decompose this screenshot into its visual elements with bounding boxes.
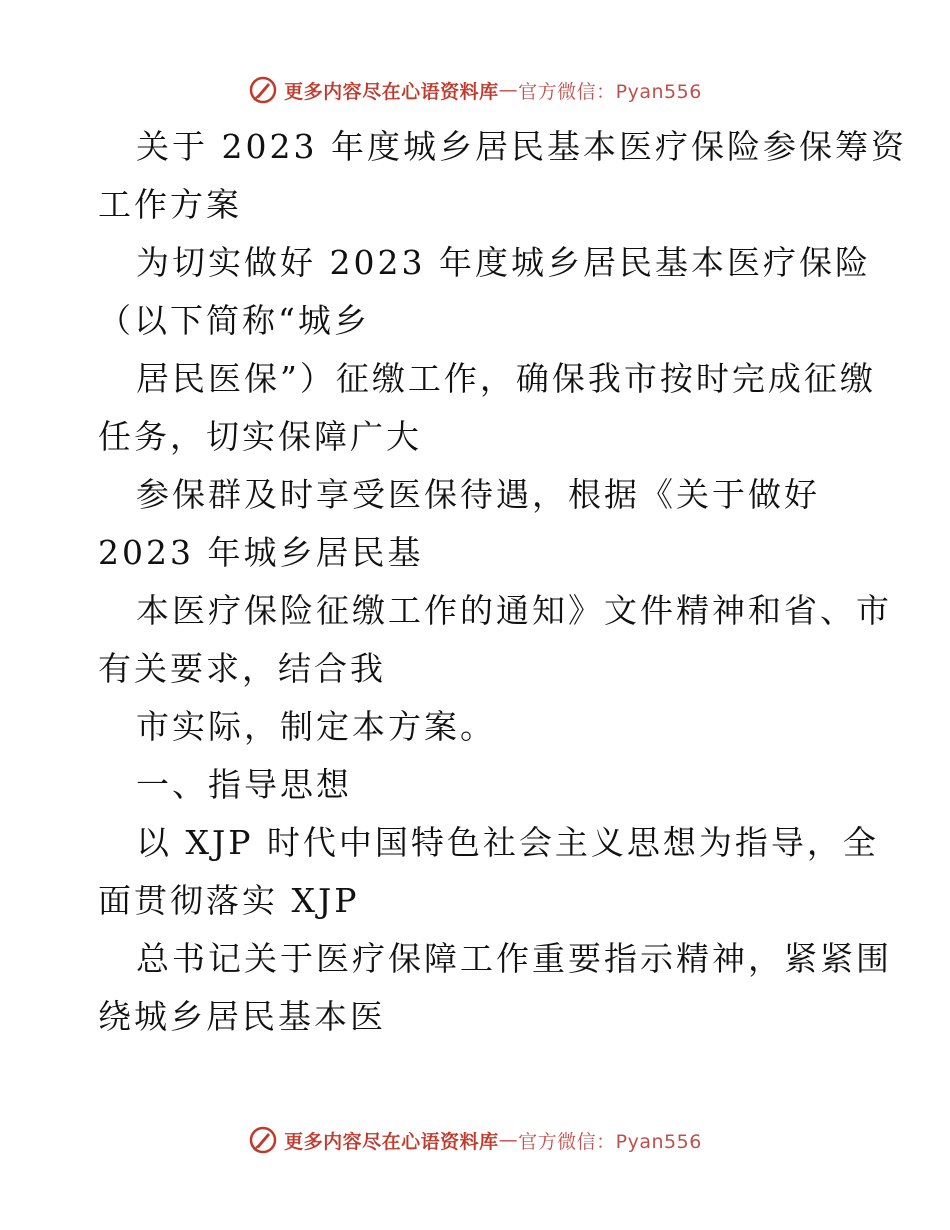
text-line: 市实际，制定本方案。 <box>136 707 496 746</box>
text-line: 关于 2023 年度城乡居民基本医疗保险参保筹资 <box>136 127 907 166</box>
watermark-contact: 官方微信：Pyan556 <box>518 1130 702 1153</box>
feather-pen-circle-icon <box>248 75 278 105</box>
watermark-brand: 更多内容尽在心语资料库 <box>284 80 499 103</box>
text-line: 一、指导思想 <box>136 765 352 804</box>
text-line: 工作方案 <box>98 185 242 224</box>
text-line: 面贯彻落实 XJP <box>98 881 360 920</box>
text-line: 任务，切实保障广大 <box>98 417 422 456</box>
text-line: 居民医保”）征缴工作，确保我市按时完成征缴 <box>136 359 876 398</box>
text-line: 以 XJP 时代中国特色社会主义思想为指导，全 <box>136 823 879 862</box>
watermark-separator: — <box>498 1129 519 1151</box>
text-line: 参保群及时享受医保待遇，根据《关于做好 <box>136 475 820 514</box>
text-line: 总书记关于医疗保障工作重要指示精神，紧紧围 <box>136 939 892 978</box>
text-line: 为切实做好 2023 年度城乡居民基本医疗保险 <box>136 243 871 282</box>
feather-pen-circle-icon <box>248 1125 278 1155</box>
watermark-separator: — <box>498 79 519 101</box>
document-body <box>98 118 907 1046</box>
watermark-brand: 更多内容尽在心语资料库 <box>284 1130 499 1153</box>
text-line: 绕城乡居民基本医 <box>98 997 386 1036</box>
text-line: （以下简称“城乡 <box>98 301 370 340</box>
watermark-footer <box>0 1120 950 1160</box>
text-line: 2023 年城乡居民基 <box>98 533 424 572</box>
watermark-header <box>0 70 950 110</box>
text-line: 本医疗保险征缴工作的通知》文件精神和省、市 <box>136 591 892 630</box>
text-line: 有关要求，结合我 <box>98 649 386 688</box>
watermark-contact: 官方微信：Pyan556 <box>518 80 702 103</box>
